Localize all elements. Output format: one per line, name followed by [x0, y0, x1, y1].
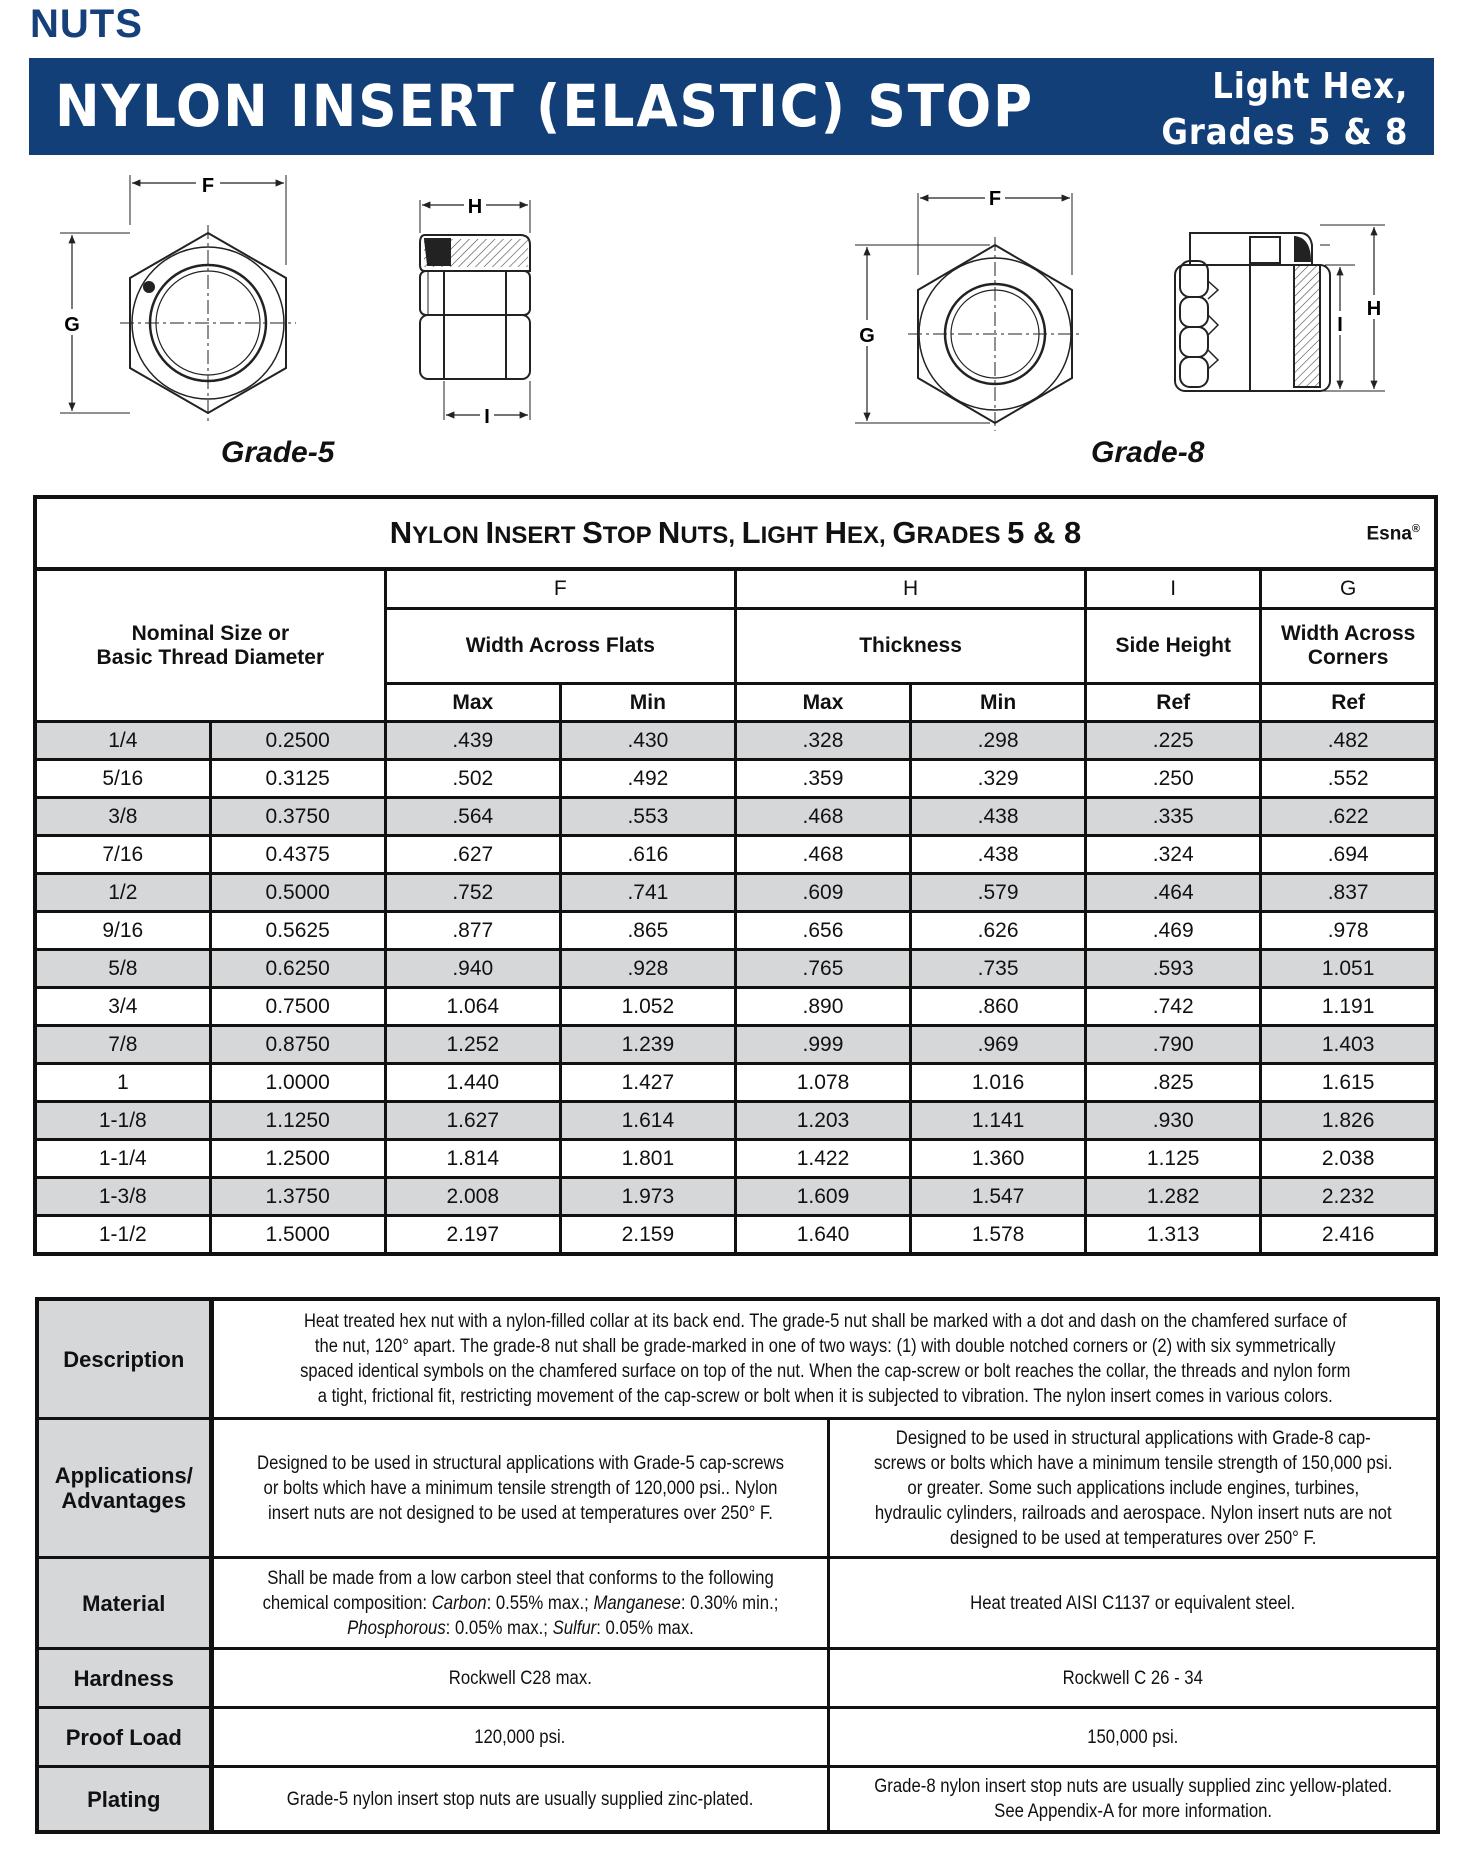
table-row [35, 988, 1436, 1026]
nominal-decimal-cell: 0.2500 [210, 722, 385, 760]
nominal-decimal-cell: 1.0000 [210, 1064, 385, 1102]
table-row [35, 760, 1436, 798]
f-min-cell: .616 [560, 836, 735, 874]
f-min-cell: .492 [560, 760, 735, 798]
g-ref-cell: .694 [1261, 836, 1436, 874]
page-title: NYLON INSERT (ELASTIC) STOP [55, 72, 1034, 140]
h-min-cell: .860 [911, 988, 1086, 1026]
nominal-decimal-cell: 0.3750 [210, 798, 385, 836]
plating-grade5: Grade-5 nylon insert stop nuts are usually supplied zinc-plated. [211, 1767, 828, 1833]
i-ref-cell: 1.313 [1086, 1216, 1261, 1255]
i-ref-cell: .225 [1086, 722, 1261, 760]
nominal-fraction-cell: 7/16 [35, 836, 210, 874]
g8-f-label: F [988, 188, 1002, 210]
f-max-cell: .439 [385, 722, 560, 760]
g8-g-label: G [859, 325, 875, 347]
plating-label: Plating [37, 1767, 211, 1833]
h-max-cell: .468 [735, 798, 910, 836]
col-letter-f: F [385, 569, 735, 609]
i-ref-cell: .930 [1086, 1102, 1261, 1140]
h-max-cell: .609 [735, 874, 910, 912]
sub-i-ref: Ref [1086, 684, 1261, 722]
f-max-cell: 1.627 [385, 1102, 560, 1140]
g-ref-cell: 1.051 [1261, 950, 1436, 988]
col-name-i: Side Height [1086, 609, 1261, 684]
f-max-cell: .877 [385, 912, 560, 950]
f-min-cell: .928 [560, 950, 735, 988]
nominal-size-header: Nominal Size or Basic Thread Diameter [35, 569, 385, 722]
g-ref-cell: 2.232 [1261, 1178, 1436, 1216]
applications-label: Applications/ Advantages [37, 1419, 211, 1558]
g-ref-cell: .622 [1261, 798, 1436, 836]
nominal-fraction-cell: 3/8 [35, 798, 210, 836]
f-max-cell: 1.252 [385, 1026, 560, 1064]
g5-g-label: G [64, 314, 80, 336]
g-ref-cell: 2.416 [1261, 1216, 1436, 1255]
table-row [35, 1064, 1436, 1102]
f-min-cell: 1.052 [560, 988, 735, 1026]
f-max-cell: 2.008 [385, 1178, 560, 1216]
grade8-caption: Grade-8 [1091, 436, 1205, 469]
col-letter-i: I [1086, 569, 1261, 609]
i-ref-cell: .324 [1086, 836, 1261, 874]
table-row [35, 950, 1436, 988]
nominal-fraction-cell: 9/16 [35, 912, 210, 950]
h-min-cell: 1.578 [911, 1216, 1086, 1255]
col-name-h: Thickness [735, 609, 1085, 684]
g-ref-cell: .978 [1261, 912, 1436, 950]
dimensions-rows [35, 722, 1436, 1255]
f-min-cell: .865 [560, 912, 735, 950]
f-min-cell: 1.427 [560, 1064, 735, 1102]
nominal-fraction-cell: 1-3/8 [35, 1178, 210, 1216]
section-label: NUTS [30, 2, 143, 46]
h-max-cell: .765 [735, 950, 910, 988]
h-max-cell: 1.609 [735, 1178, 910, 1216]
h-min-cell: 1.547 [911, 1178, 1086, 1216]
brand-label: Esna® [1366, 523, 1420, 545]
g5-f-label: F [201, 175, 215, 197]
table-row [35, 874, 1436, 912]
description-label: Description [37, 1299, 211, 1419]
h-max-cell: .890 [735, 988, 910, 1026]
f-max-cell: .502 [385, 760, 560, 798]
sub-h-min: Min [911, 684, 1086, 722]
h-max-cell: 1.640 [735, 1216, 910, 1255]
i-ref-cell: .464 [1086, 874, 1261, 912]
i-ref-cell: .250 [1086, 760, 1261, 798]
nominal-decimal-cell: 1.1250 [210, 1102, 385, 1140]
material-grade8: Heat treated AISI C1137 or equivalent steel. [828, 1558, 1438, 1649]
table-row [35, 1102, 1436, 1140]
h-max-cell: .359 [735, 760, 910, 798]
i-ref-cell: 1.125 [1086, 1140, 1261, 1178]
g-ref-cell: .482 [1261, 722, 1436, 760]
proof-load-label: Proof Load [37, 1708, 211, 1767]
description-text: Heat treated hex nut with a nylon-filled collar at its back end. The grade-5 nut shall be marked with a dot and dash on the chamfered surface of the nut, 120° apart. The grade-8 nut shall be grade-marked in one of two ways: (1) with double notched corners or (2) with six symmetrically spaced identical symbols on the chamfered surface on top of the nut. When the cap-screw or bolt reaches the collar, the threads and nylon form a tight, frictional fit, restricting movement of the cap-screw or bolt when it is subjected to vibration. The nylon insert comes in various colors. [211, 1299, 1438, 1419]
g5-i-label: I [484, 406, 490, 428]
g-ref-cell: 1.826 [1261, 1102, 1436, 1140]
table-row [35, 912, 1436, 950]
g-ref-cell: 1.615 [1261, 1064, 1436, 1102]
f-min-cell: .741 [560, 874, 735, 912]
f-max-cell: 1.440 [385, 1064, 560, 1102]
g-ref-cell: 1.191 [1261, 988, 1436, 1026]
f-min-cell: 1.239 [560, 1026, 735, 1064]
h-min-cell: .438 [911, 798, 1086, 836]
i-ref-cell: .825 [1086, 1064, 1261, 1102]
i-ref-cell: .790 [1086, 1026, 1261, 1064]
nominal-decimal-cell: 0.8750 [210, 1026, 385, 1064]
f-max-cell: .627 [385, 836, 560, 874]
nominal-decimal-cell: 0.6250 [210, 950, 385, 988]
f-max-cell: .940 [385, 950, 560, 988]
h-min-cell: .438 [911, 836, 1086, 874]
nominal-decimal-cell: 0.7500 [210, 988, 385, 1026]
applications-grade5: Designed to be used in structural applications with Grade-5 cap-screws or bolts which have a minimum tensile strength of 120,000 psi.. Nylon insert nuts are not designed to be used at temperatures over 250° F. [211, 1419, 828, 1558]
col-name-g: Width Across Corners [1261, 609, 1436, 684]
nominal-fraction-cell: 1-1/2 [35, 1216, 210, 1255]
material-grade5: Shall be made from a low carbon steel that conforms to the following chemical composition: Carbon: 0.55% max.; Manganese: 0.30% min.; Phosphorous: 0.05% max.; Sulfur: 0.05% max. [211, 1558, 828, 1649]
plating-grade8: Grade-8 nylon insert stop nuts are usually supplied zinc yellow-plated. See Appendix-A for more information. [828, 1767, 1438, 1833]
f-max-cell: 2.197 [385, 1216, 560, 1255]
h-min-cell: .969 [911, 1026, 1086, 1064]
g-ref-cell: 1.403 [1261, 1026, 1436, 1064]
nominal-fraction-cell: 1 [35, 1064, 210, 1102]
nominal-decimal-cell: 0.5000 [210, 874, 385, 912]
nominal-fraction-cell: 5/16 [35, 760, 210, 798]
h-max-cell: 1.078 [735, 1064, 910, 1102]
table-row [35, 836, 1436, 874]
nominal-fraction-cell: 5/8 [35, 950, 210, 988]
hardness-grade8: Rockwell C 26 - 34 [828, 1649, 1438, 1708]
table-row [35, 1178, 1436, 1216]
f-min-cell: 1.973 [560, 1178, 735, 1216]
h-max-cell: .468 [735, 836, 910, 874]
hardness-grade5: Rockwell C28 max. [211, 1649, 828, 1708]
nominal-decimal-cell: 1.3750 [210, 1178, 385, 1216]
g-ref-cell: 2.038 [1261, 1140, 1436, 1178]
nominal-decimal-cell: 1.2500 [210, 1140, 385, 1178]
h-min-cell: .329 [911, 760, 1086, 798]
f-min-cell: .430 [560, 722, 735, 760]
h-min-cell: 1.360 [911, 1140, 1086, 1178]
h-max-cell: 1.203 [735, 1102, 910, 1140]
g8-i-label: I [1337, 314, 1343, 336]
title-banner [29, 58, 1434, 155]
h-min-cell: 1.141 [911, 1102, 1086, 1140]
i-ref-cell: .593 [1086, 950, 1261, 988]
sub-h-max: Max [735, 684, 910, 722]
nominal-decimal-cell: 0.3125 [210, 760, 385, 798]
f-min-cell: 1.614 [560, 1102, 735, 1140]
grade5-side-view [420, 200, 530, 420]
subtitle-line-1: Light Hex, [1211, 66, 1408, 107]
table-row [35, 1140, 1436, 1178]
h-min-cell: .298 [911, 722, 1086, 760]
g5-h-label: H [467, 196, 483, 218]
grade5-caption: Grade-5 [221, 436, 335, 469]
hardness-label: Hardness [37, 1649, 211, 1708]
nominal-fraction-cell: 7/8 [35, 1026, 210, 1064]
f-max-cell: 1.814 [385, 1140, 560, 1178]
h-min-cell: .735 [911, 950, 1086, 988]
nominal-fraction-cell: 1-1/4 [35, 1140, 210, 1178]
f-min-cell: 1.801 [560, 1140, 735, 1178]
table-row [35, 1026, 1436, 1064]
sub-g-ref: Ref [1261, 684, 1436, 722]
f-max-cell: .752 [385, 874, 560, 912]
h-max-cell: .656 [735, 912, 910, 950]
h-min-cell: .579 [911, 874, 1086, 912]
h-max-cell: .999 [735, 1026, 910, 1064]
f-min-cell: 2.159 [560, 1216, 735, 1255]
f-max-cell: 1.064 [385, 988, 560, 1026]
g8-h-label: H [1366, 298, 1382, 320]
i-ref-cell: .469 [1086, 912, 1261, 950]
proof-load-grade5: 120,000 psi. [211, 1708, 828, 1767]
col-letter-g: G [1261, 569, 1436, 609]
table-title: NYLON INSERT STOP NUTS, LIGHT HEX, GRADES 5 & 8 Esna® [35, 497, 1436, 569]
col-letter-h: H [735, 569, 1085, 609]
i-ref-cell: 1.282 [1086, 1178, 1261, 1216]
sub-f-max: Max [385, 684, 560, 722]
h-max-cell: 1.422 [735, 1140, 910, 1178]
sub-f-min: Min [560, 684, 735, 722]
i-ref-cell: .335 [1086, 798, 1261, 836]
nominal-fraction-cell: 3/4 [35, 988, 210, 1026]
grade5-top-view [60, 175, 296, 421]
h-min-cell: .626 [911, 912, 1086, 950]
table-row [35, 798, 1436, 836]
proof-load-grade8: 150,000 psi. [828, 1708, 1438, 1767]
i-ref-cell: .742 [1086, 988, 1261, 1026]
nominal-fraction-cell: 1/2 [35, 874, 210, 912]
g-ref-cell: .552 [1261, 760, 1436, 798]
material-label: Material [37, 1558, 211, 1649]
col-name-f: Width Across Flats [385, 609, 735, 684]
nominal-fraction-cell: 1-1/8 [35, 1102, 210, 1140]
grade8-side-view [1175, 225, 1385, 391]
nominal-decimal-cell: 1.5000 [210, 1216, 385, 1255]
g-ref-cell: .837 [1261, 874, 1436, 912]
h-min-cell: 1.016 [911, 1064, 1086, 1102]
nominal-decimal-cell: 0.4375 [210, 836, 385, 874]
table-row [35, 722, 1436, 760]
nominal-decimal-cell: 0.5625 [210, 912, 385, 950]
f-min-cell: .553 [560, 798, 735, 836]
grade8-top-view [855, 193, 1082, 431]
table-row [35, 1216, 1436, 1255]
spec-table [35, 1297, 1440, 1834]
dimensions-table [33, 495, 1438, 1256]
f-max-cell: .564 [385, 798, 560, 836]
applications-grade8: Designed to be used in structural applications with Grade-8 cap-screws or bolts which have a minimum tensile strength of 150,000 psi. or greater. Some such applications include engines, turbines, hydraulic cylinders, railroads and aerospace. Nylon insert nuts are not designed to be used at temperatures over 250° F. [828, 1419, 1438, 1558]
h-max-cell: .328 [735, 722, 910, 760]
nominal-fraction-cell: 1/4 [35, 722, 210, 760]
page-subtitle [1161, 64, 1408, 156]
subtitle-line-2: Grades 5 & 8 [1161, 112, 1408, 153]
